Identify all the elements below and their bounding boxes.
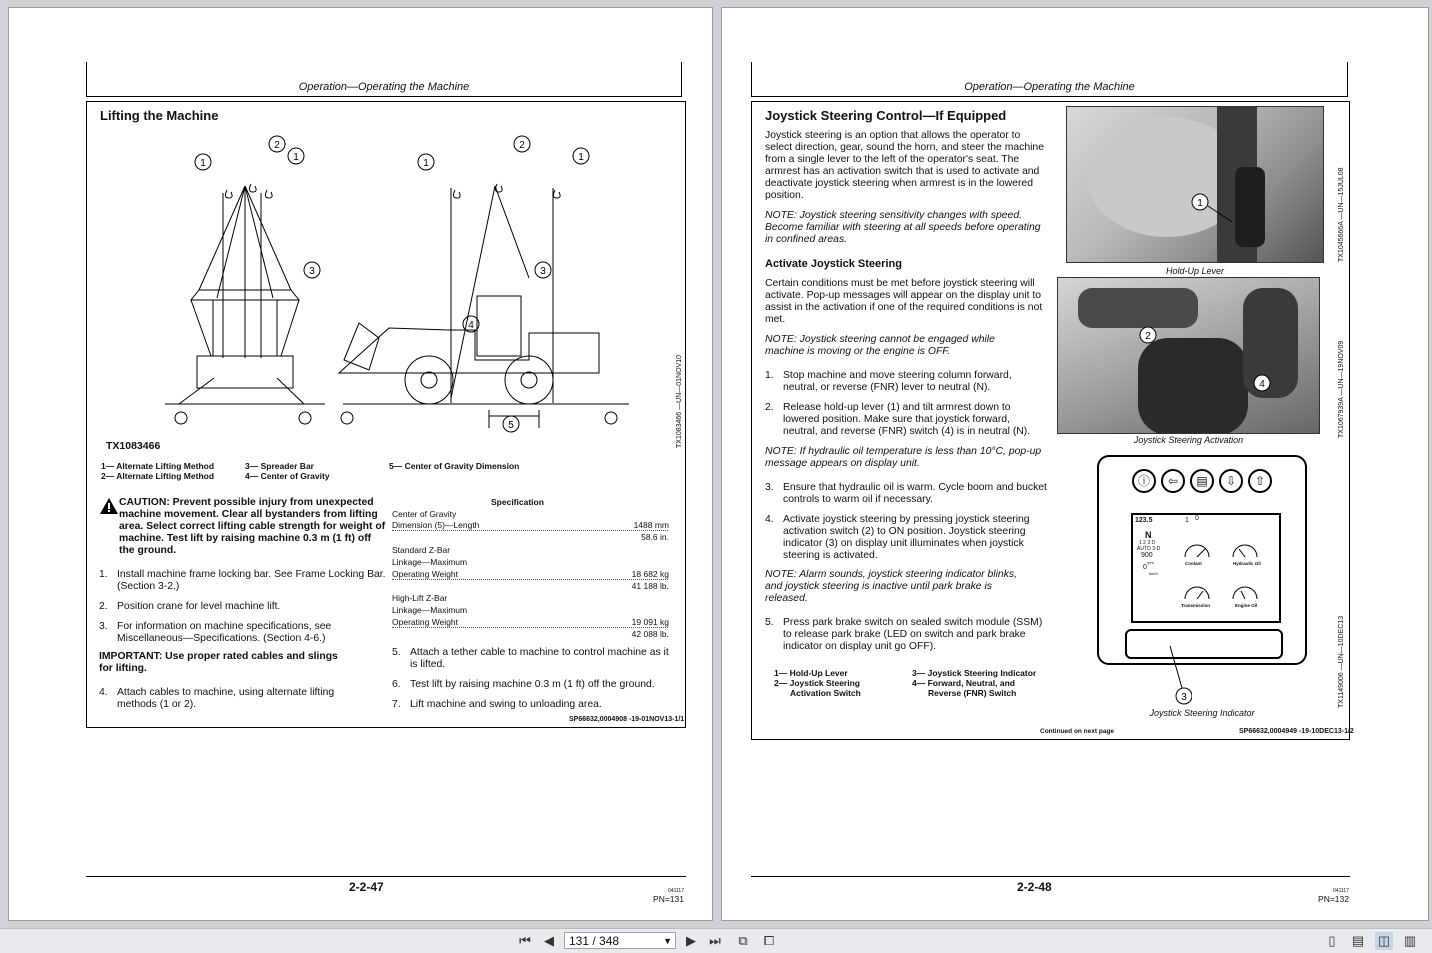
note-3: NOTE: If hydraulic oil temperature is less than 10°C, pop-up message appears on display unit. xyxy=(765,446,1042,469)
intro-text: Joystick steering is an option that allows the operator to select direction, gear, sound the horn, and steer the machine from a single lever to the left of the operator's seat. The armrest has an activation switch that is used to activate and deactivate joystick steering when armrest is in the lowered position. xyxy=(765,130,1044,201)
caution-text: CAUTION: Prevent possible injury from unexpected machine movement. Clear all bystanders from lifting area. Select correct lifting cable strength for weight of machine. Test lift by raising machine 0.3 m (1 ft) off the ground. xyxy=(119,497,386,556)
copy-icon[interactable]: ⧠ xyxy=(763,933,775,948)
figure-side-id: TX1083466 —UN—01NOV10 xyxy=(676,355,683,448)
legend-col3: 5— Center of Gravity Dimension xyxy=(389,461,520,471)
section-title: Joystick Steering Control—If Equipped xyxy=(765,108,1007,123)
spec-label: Operating Weight xyxy=(392,569,668,580)
figure-2-id: TX1067939A —UN—19NOV09 xyxy=(1338,340,1345,438)
info-icon: ⓘ xyxy=(1132,469,1156,493)
doc-reference: SP66632,0004908 -19-01NOV13-1/1 xyxy=(569,716,685,723)
gauge-label-hydraulic: Hydraulic Oil xyxy=(1233,561,1261,566)
spec-value: 41 188 lb. xyxy=(631,581,669,591)
callout-label: 5 xyxy=(508,420,514,431)
figure-3-id: TX1149006 —UN—10DEC13 xyxy=(1338,615,1345,708)
section-title: Lifting the Machine xyxy=(100,108,219,123)
footer-rule xyxy=(751,876,1350,877)
spec-label: High-Lift Z-Bar xyxy=(392,593,448,603)
spec-label: Linkage—Maximum xyxy=(392,557,468,567)
right-page xyxy=(721,7,1429,921)
pdf-toolbar xyxy=(0,928,1432,953)
figure-1-caption: Hold-Up Lever xyxy=(1165,266,1225,276)
spec-value: 1488 mm xyxy=(609,520,669,530)
first-page-icon[interactable]: ⏮ xyxy=(519,933,531,948)
rpm-value: 900 xyxy=(1141,552,1153,559)
last-page-icon[interactable]: ⏭ xyxy=(709,933,721,948)
steps-right: 5. Attach a tether cable to machine to control machine as it is lifted. 6. Test lift by raising machine 0.3 m (1 ft) off the ground. 7. Lift machine and swing to unloading area. xyxy=(392,647,669,710)
lifting-illustration xyxy=(99,128,689,448)
pn-label: 041117 PN=131 xyxy=(653,888,684,904)
warning-icon xyxy=(99,497,119,515)
figure-2-caption: Joystick Steering Activation xyxy=(1133,435,1244,445)
spec-label: Linkage—Maximum xyxy=(392,605,468,615)
steps-left: 1. Install machine frame locking bar. See Frame Locking Bar. (Section 3-2.) 2. Position crane for level machine lift. 3. For information on machine specifications, see Miscellaneous—Specifications. (Section 4-6.) xyxy=(99,569,386,644)
callout-label: 3 xyxy=(309,266,315,277)
page-header xyxy=(86,62,682,97)
callout-label: 1 xyxy=(578,152,584,163)
joystick-activation-photo xyxy=(1057,277,1320,434)
display-screen xyxy=(1131,513,1281,623)
prev-page-icon[interactable]: ◀ xyxy=(544,933,554,948)
two-page-continuous-icon[interactable]: ▥ xyxy=(1403,933,1417,948)
back-icon: ⇦ xyxy=(1161,469,1185,493)
rpm-unit: rpm xyxy=(1147,560,1154,565)
auto-mode: AUTO 3-D xyxy=(1137,546,1161,552)
callout-label: 1 xyxy=(293,152,299,163)
spec-label: Center of Gravity xyxy=(392,509,457,519)
legend-col1: 1— Alternate Lifting Method 2— Alternate Lifting Method xyxy=(101,461,215,481)
steps-3-4: 3. Ensure that hydraulic oil is warm. Cycle boom and bucket controls to warm oil if necessary. 4. Activate joystick steering by pressing joystick steering activation switch (2) to ON position. Joystick steering indicator (3) on display unit illuminates when joystick steering is activated. xyxy=(765,482,1047,561)
figure-id: TX1083466 xyxy=(106,440,161,452)
page-number: 2-2-47 xyxy=(349,880,384,894)
steps-1-2: 1. Stop machine and move steering column forward, neutral, or reverse (FNR) lever to neutral (N). 2. Release hold-up lever (1) and tilt armrest down to lowered position. Make sure that joystick forward, neutral, and reverse (FNR) switch (4) is in neutral (N). xyxy=(765,370,1031,437)
svg-text:4: 4 xyxy=(1259,379,1265,390)
svg-text:2: 2 xyxy=(1145,331,1151,342)
kmh-value: 0 xyxy=(1143,564,1147,571)
legend-col2: 3— Spreader Bar 4— Center of Gravity xyxy=(245,461,330,481)
callout-label: 2 xyxy=(274,140,280,151)
display-button-row xyxy=(1132,469,1272,495)
indicator-callout xyxy=(1162,636,1192,708)
spec-value: 18 682 kg xyxy=(609,569,669,579)
gauge-label-coolant: Coolant xyxy=(1185,561,1202,566)
continued-note: Continued on next page xyxy=(1040,728,1115,735)
note-4: NOTE: Alarm sounds, joystick steering indicator blinks, and joystick steering is inactive until park brake is released. xyxy=(765,569,1017,604)
callout-label: 3 xyxy=(540,266,546,277)
up-arrow-icon: ⇧ xyxy=(1248,469,1272,493)
important-text: IMPORTANT: Use proper rated cables and slings for lifting. xyxy=(99,651,338,674)
indicator-strip xyxy=(1125,629,1283,659)
rotate-icon[interactable]: ⧉ xyxy=(738,933,748,948)
header-text: Operation—Operating the Machine xyxy=(964,81,1135,93)
figure-1-id: TX1045666A —UN—15JUL08 xyxy=(1338,167,1345,262)
chevron-down-icon: ▼ xyxy=(663,936,672,946)
down-arrow-icon: ⇩ xyxy=(1219,469,1243,493)
next-page-icon[interactable]: ▶ xyxy=(686,933,696,948)
header-text: Operation—Operating the Machine xyxy=(298,81,470,93)
two-page-icon[interactable]: ◫ xyxy=(1375,932,1393,950)
spec-label: Standard Z-Bar xyxy=(392,545,451,555)
svg-text:3: 3 xyxy=(1181,692,1187,703)
spec-value: 58.6 in. xyxy=(641,532,669,542)
gear-sub: 1 2 3 D xyxy=(1139,540,1156,546)
callout-label: 4 xyxy=(468,320,474,331)
gauge-label-engine-oil: Engine Oil xyxy=(1235,603,1258,608)
speed-readout: 123.5 xyxy=(1135,517,1153,524)
doc-reference: SP66632,0004949 -19-10DEC13-1/2 xyxy=(1239,728,1354,735)
legend-col2: 3— Joystick Steering Indicator 4— Forward, Neutral, and Reverse (FNR) Switch xyxy=(912,668,1037,698)
display-top-1: 1 xyxy=(1185,517,1189,524)
display-top-0: 0 xyxy=(1195,515,1199,522)
svg-text:1: 1 xyxy=(1197,198,1203,209)
legend-col1: 1— Hold-Up Lever 2— Joystick Steering Activation Switch xyxy=(774,668,861,698)
callout-label: 1 xyxy=(200,158,206,169)
spec-label: Dimension (5)—Length xyxy=(392,520,668,531)
display-unit-illustration xyxy=(1097,455,1307,665)
callout-label: 2 xyxy=(519,140,525,151)
step-4: 4. Attach cables to machine, using alternate lifting methods (1 or 2). xyxy=(99,687,335,710)
page-header xyxy=(751,62,1348,97)
figure-3-caption: Joystick Steering Indicator xyxy=(1149,708,1255,718)
subtitle: Activate Joystick Steering xyxy=(765,258,902,270)
spec-value: 42 088 lb. xyxy=(631,629,669,639)
callout-label: 1 xyxy=(423,158,429,169)
spec-title: Specification xyxy=(491,497,544,507)
left-page xyxy=(8,7,713,921)
note-2: NOTE: Joystick steering cannot be engaged while machine is moving or the engine is OFF. xyxy=(765,334,995,357)
footer-rule xyxy=(86,876,686,877)
page-indicator[interactable]: 131 / 348 ▼ xyxy=(564,932,676,949)
spec-value: 19 091 kg xyxy=(609,617,669,627)
spec-label: Operating Weight xyxy=(392,617,668,628)
step-5: 5. Press park brake switch on sealed switch module (SSM) to release park brake (LED on switch and park brake indicator on display unit go OFF). xyxy=(765,617,1043,652)
gauge-label-transmission: Transmission xyxy=(1181,603,1211,608)
gear-indicator: N xyxy=(1145,530,1152,540)
continuous-icon[interactable]: ▤ xyxy=(1351,933,1365,948)
menu-icon: ▤ xyxy=(1190,469,1214,493)
paragraph-2: Certain conditions must be met before joystick steering will activate. Pop-up messages will appear on the display unit to assist in the activation if one of the required conditions is not met. xyxy=(765,278,1043,325)
page-number: 2-2-48 xyxy=(1017,880,1052,894)
single-page-icon[interactable]: ▯ xyxy=(1328,933,1336,948)
hold-up-lever-photo xyxy=(1066,106,1324,263)
kmh-unit: km/h xyxy=(1149,571,1158,576)
note-1: NOTE: Joystick steering sensitivity changes with speed. Become familiar with steering at all speeds before operating in confined areas. xyxy=(765,210,1041,245)
pn-label: 041117 PN=132 xyxy=(1318,888,1349,904)
